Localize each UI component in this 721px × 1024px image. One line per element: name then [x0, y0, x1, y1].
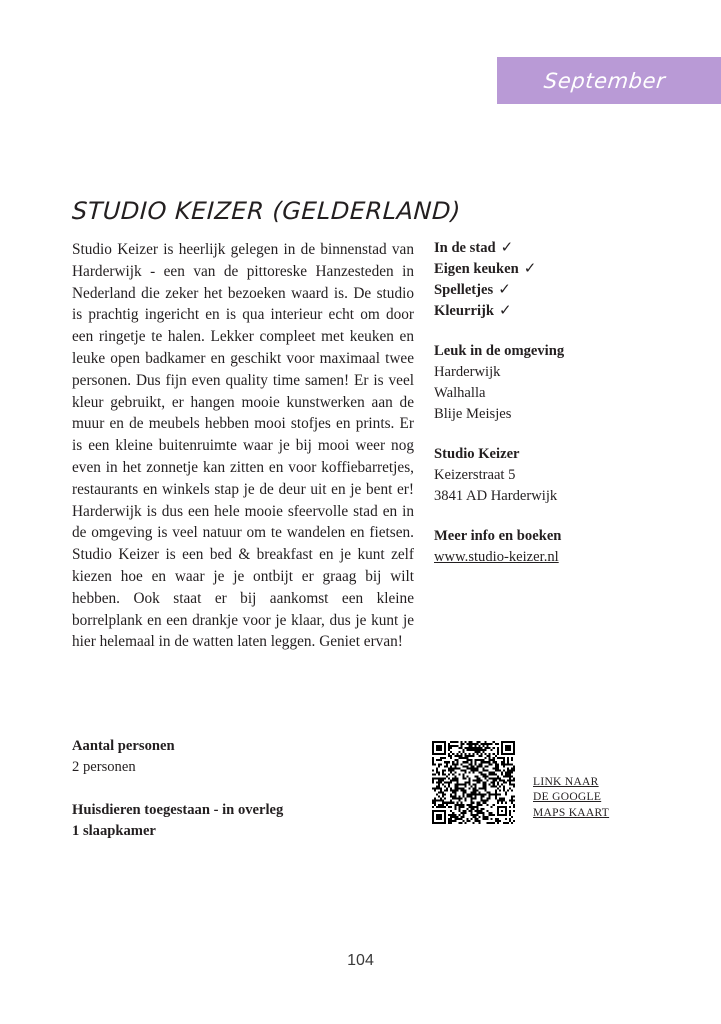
- bedrooms-value: 1 slaapkamer: [72, 822, 156, 839]
- nearby-item: Blije Meisjes: [434, 406, 512, 422]
- address-line: Keizerstraat 5: [434, 467, 516, 483]
- page-title: STUDIO KEIZER (GELDERLAND): [71, 197, 462, 226]
- nearby-heading: Leuk in de omgeving: [434, 343, 565, 359]
- month-banner: [497, 57, 721, 104]
- address-line: 3841 AD Harderwijk: [434, 488, 558, 504]
- check-icon: ✓: [498, 282, 511, 298]
- list-item: [434, 280, 664, 301]
- list-item: [434, 259, 664, 280]
- qr-caption-line[interactable]: LINK NAAR: [533, 775, 599, 788]
- feature-list: [434, 238, 664, 322]
- address-heading: Studio Keizer: [434, 446, 520, 462]
- booking-heading: Meer info en boeken: [434, 528, 562, 544]
- list-item: [434, 238, 664, 259]
- check-icon: ✓: [500, 240, 514, 256]
- persons-heading: Aantal personen: [72, 738, 175, 754]
- check-icon: ✓: [499, 303, 512, 319]
- feature-label: In de stad: [434, 240, 496, 256]
- persons-block: [72, 736, 175, 777]
- feature-label: Spelletjes: [434, 282, 494, 298]
- nearby-item: Harderwijk: [434, 364, 501, 380]
- persons-value: 2 personen: [72, 758, 136, 775]
- website-link[interactable]: www.studio-keizer.nl: [434, 549, 559, 565]
- qr-code-image[interactable]: [432, 741, 515, 824]
- check-icon: ✓: [523, 261, 537, 277]
- body-text-column: [72, 239, 414, 653]
- month-label: September: [542, 68, 667, 93]
- qr-caption-line[interactable]: MAPS KAART: [533, 806, 610, 819]
- nearby-section: [434, 341, 664, 425]
- address-section: [434, 444, 664, 507]
- feature-label: Kleurrijk: [434, 303, 494, 319]
- qr-caption-line[interactable]: DE GOOGLE: [533, 791, 602, 803]
- list-item: [434, 301, 664, 322]
- booking-section: [434, 526, 664, 568]
- qr-caption[interactable]: [533, 775, 609, 822]
- feature-label: Eigen keuken: [434, 261, 519, 277]
- right-info-column: [434, 238, 664, 568]
- qr-block[interactable]: [432, 741, 609, 824]
- page-number: 104: [347, 952, 374, 969]
- pets-block: [72, 800, 283, 841]
- nearby-item: Walhalla: [434, 385, 486, 401]
- pets-heading: Huisdieren toegestaan - in overleg: [72, 802, 284, 818]
- body-paragraph: Studio Keizer is heerlijk gelegen in de binnenstad van Harderwijk - een van de pittoreske Hanzesteden in Nederland die zeker het bezoeken waard is. De studio is prachtig ingericht en is qua interieur echt om door een ringetje te halen. Lekker compleet met keuken en leuke open badkamer en geschikt voor maximaal twee personen. Dus fijn even quality time samen! Er is veel kleur gebruikt, er hangen mooie kunstwerken aan de muur en de meubels hebben mooi stofjes en prints. Er is een kleine buitenruimte waar je bij mooi weer nog even in het zonnetje kan zitten en voor koffiebarretjes, restaurants en winkels stap je de deur uit en je bent er! Harderwijk is dus een hele mooie sfeervolle stad en in de omgeving is veel natuur om te wandelen en fietsen. Studio Keizer is een bed & breakfast en je kunt zelf kiezen hoe en waar je je ontbijt er graag bij wilt hebben. Ook staat er bij aankomst een kleine borrelplank en een drankje voor je klaar, dus je kunt je hier helemaal in de watten laten leggen. Geniet ervan!: [72, 241, 414, 651]
